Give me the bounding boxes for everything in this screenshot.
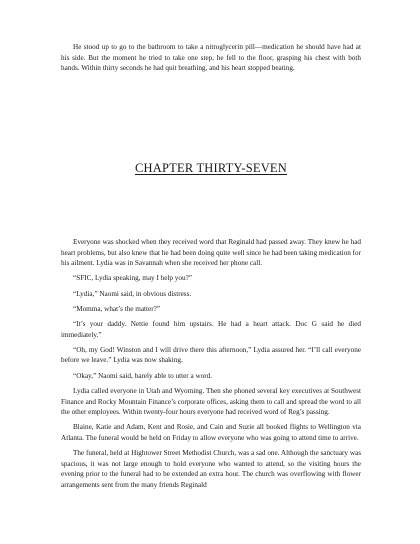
body-paragraph: “Lydia,” Naomi said, in obvious distress. (73, 289, 192, 298)
body-paragraph: Blaine, Katie and Adam, Kent and Rosie, and Cain and Suzie all booked flights to Wellington via Atlanta. The funeral would be held on Friday to allow everyone who was going to attend time to arrive. (61, 423, 361, 442)
intro-paragraph: He stood up to go to the bathroom to take a nitroglycerin pill—medication he should have had at his side. But the moment he tried to take one step, he fell to the floor, grasping his chest with both hands. Within thirty seconds he had quit breathing, and his heart stopped beating. (61, 43, 361, 72)
body-paragraph: “It’s your daddy. Nettie found him upstairs. He had a heart attack. Doc G said he died immediately.” (61, 320, 361, 339)
chapter-body (61, 237, 361, 495)
chapter-title: CHAPTER THIRTY-SEVEN (135, 161, 287, 175)
body-paragraph: The funeral, held at Hightower Street Methodist Church, was a sad one. Although the sanctuary was spacious, it was not large enough to hold everyone who wanted to attend, so the visiting hours the evening prior to the funeral had to be extended an extra hour. The church was overflowing with flower arrangements sent from the many friends Reginald (61, 449, 361, 489)
body-paragraph: Lydia called everyone in Utah and Wyoming. Then she phoned several key executives at Southwest Finance and Rocky Mountain Finance’s corporate offices, asking them to call and spread the word to all the other employees. Within twenty-four hours everyone had received word of Reg’s passing. (61, 387, 361, 417)
body-paragraph: “Oh, my God! Winston and I will drive there this afternoon,” Lydia assured her. “I’ll call everyone before we leave.” Lydia was now shaking. (61, 345, 361, 365)
body-paragraph: “Okay,” Naomi said, barely able to utter a word. (73, 371, 213, 380)
body-paragraph: Everyone was shocked when they received word that Reginald had passed away. They knew he had heart problems, but also knew that he had been doing quite well since he had been taking medication for his ailment. Lydia was in Savannah when she received her phone call. (61, 238, 361, 267)
body-paragraph: “Momma, what’s the matter?” (73, 304, 161, 313)
body-paragraph: “SFIC, Lydia speaking, may I help you?” (73, 274, 192, 283)
